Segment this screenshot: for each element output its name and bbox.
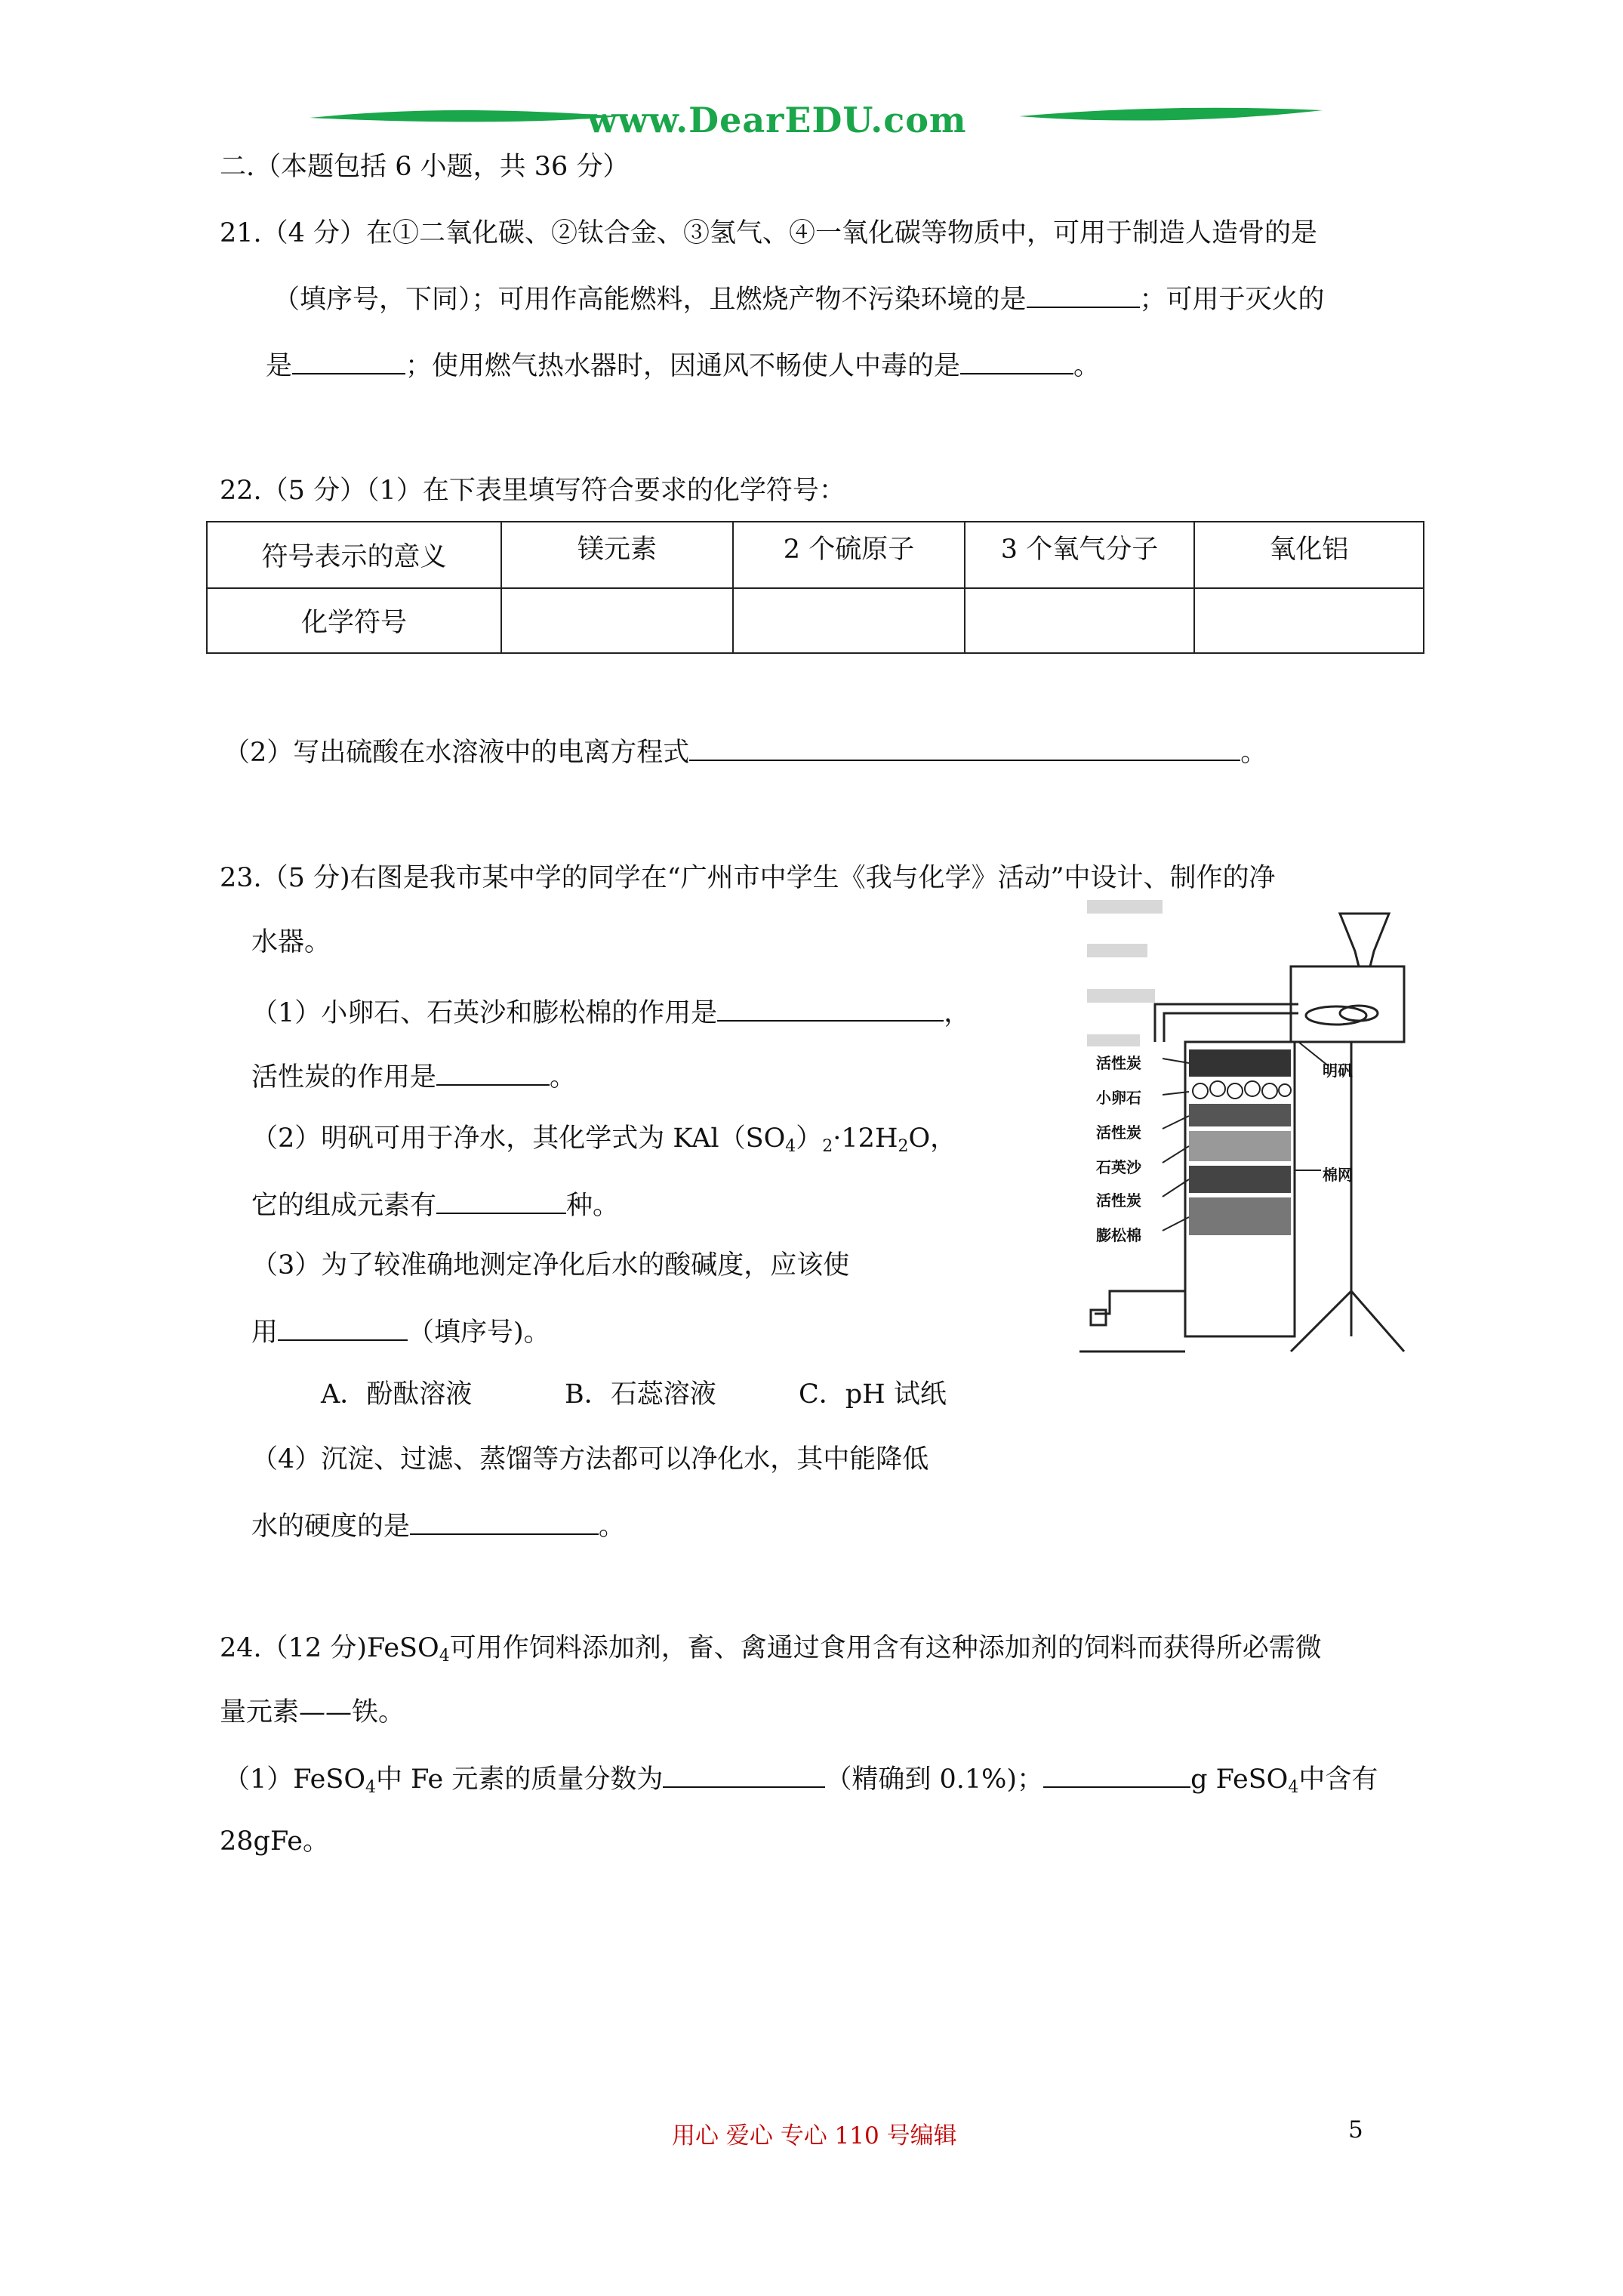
q23-text: 它的组成元素有 — [251, 1191, 437, 1221]
q21-text: （填序号，下同）；可用作高能燃料，且燃烧产物不污染环境的是 — [273, 285, 1027, 315]
q22-text: 。 — [1240, 738, 1267, 768]
subscript: 2 — [898, 1137, 909, 1156]
q21-line1: 21.（4 分）在①二氧化碳、②钛合金、③氢气、④一氧化碳等物质中，可用于制造人造骨的是 — [220, 218, 1318, 248]
subscript: 4 — [365, 1778, 377, 1797]
q24-p1 — [223, 1759, 1378, 1797]
footer-text: 用心 爱心 专心 110 号编辑 — [672, 2122, 957, 2150]
subscript: 4 — [1288, 1778, 1299, 1797]
answer-blank[interactable] — [717, 993, 944, 1022]
subscript: 2 — [822, 1137, 833, 1156]
q23-text: O， — [908, 1123, 957, 1154]
water-purifier-figure — [1079, 891, 1412, 1374]
q23-p3-cont — [251, 1312, 550, 1350]
q23-p3: （3）为了较准确地测定净化后水的酸碱度，应该使 — [251, 1250, 850, 1281]
figure-label-cotton: 膨松棉 — [1096, 1226, 1141, 1244]
q23-text: （2）明矾可用于净水，其化学式为 KAl（SO — [251, 1123, 786, 1154]
q24-text: 可用作饲料添加剂，畜、禽通过食用含有这种添加剂的饲料而获得所必需微 — [449, 1633, 1322, 1663]
q23-line1: 23.（5 分)右图是我市某中学的同学在“广州市中学生《我与化学》活动”中设计、制作的净 — [220, 863, 1276, 893]
q21-text: 是 — [266, 351, 293, 381]
answer-cell[interactable] — [501, 588, 733, 653]
q21-text: ；使用燃气热水器时，因通风不畅使人中毒的是 — [405, 351, 961, 381]
answer-blank[interactable] — [410, 1506, 599, 1535]
answer-cell[interactable] — [733, 588, 965, 653]
q21-line3 — [266, 346, 1100, 384]
q23-text: 活性炭的作用是 — [251, 1062, 437, 1093]
answer-blank[interactable] — [960, 346, 1073, 374]
answer-blank[interactable] — [1043, 1759, 1190, 1788]
q22-intro: 22.（5 分）（1）在下表里填写符合要求的化学符号： — [220, 476, 845, 506]
table-header-cell: 符号表示的意义 — [207, 522, 501, 588]
section-title: 二.（本题包括 6 小题，共 36 分） — [220, 152, 630, 182]
q23-p1 — [251, 993, 970, 1031]
q21-text: ；可用于灭火的 — [1139, 285, 1325, 315]
answer-blank[interactable] — [278, 1312, 408, 1341]
q23-text: 种。 — [566, 1191, 620, 1221]
table-row — [207, 522, 1424, 588]
answer-cell[interactable] — [1194, 588, 1424, 653]
q23-text: 。 — [550, 1062, 577, 1093]
table-header-cell: 2 个硫原子 — [733, 522, 965, 588]
subscript: 4 — [785, 1137, 796, 1156]
figure-label-activated-carbon: 活性炭 — [1096, 1123, 1141, 1142]
q23-p1-cont — [251, 1057, 576, 1095]
figure-label-pebbles: 小卵石 — [1096, 1089, 1141, 1107]
table-header-cell: 镁元素 — [501, 522, 733, 588]
answer-blank[interactable] — [689, 732, 1240, 761]
answer-blank[interactable] — [436, 1057, 550, 1086]
q23-text: （填序号)。 — [408, 1318, 550, 1348]
subscript: 4 — [439, 1647, 450, 1666]
q23-text: ） — [796, 1123, 823, 1154]
q23-text: （1）小卵石、石英沙和膨松棉的作用是 — [251, 998, 718, 1028]
q23-line2: 水器。 — [251, 927, 331, 957]
q23-text: ·12H — [833, 1123, 898, 1154]
q24-p1-cont: 28gFe。 — [220, 1826, 330, 1857]
figure-label-cotton-mesh: 棉网 — [1323, 1166, 1353, 1184]
q23-text: 水的硬度的是 — [251, 1512, 411, 1542]
q23-p4: （4）沉淀、过滤、蒸馏等方法都可以净化水，其中能降低 — [251, 1444, 929, 1475]
table-row-label: 化学符号 — [207, 588, 501, 653]
table-header-cell: 3 个氧气分子 — [965, 522, 1194, 588]
q24-text: 中 Fe 元素的质量分数为 — [376, 1764, 664, 1795]
banner-swoosh-left — [310, 110, 619, 122]
answer-blank[interactable] — [292, 346, 405, 374]
option-c[interactable]: C．pH 试纸 — [799, 1379, 947, 1410]
q24-line2: 量元素——铁。 — [220, 1697, 405, 1727]
q23-p2-cont — [251, 1185, 619, 1223]
figure-label-alum: 明矾 — [1323, 1062, 1353, 1080]
q23-p4-cont — [251, 1506, 625, 1544]
answer-blank[interactable] — [1027, 279, 1140, 308]
answer-blank[interactable] — [663, 1759, 825, 1788]
figure-label-activated-carbon: 活性炭 — [1096, 1054, 1141, 1072]
q23-text: ， — [944, 998, 971, 1028]
page-number: 5 — [1348, 2116, 1363, 2143]
q24-text: 中含有 — [1298, 1764, 1378, 1795]
site-logo-text[interactable]: www.DearEDU.com — [587, 100, 967, 140]
q23-text: 用 — [251, 1318, 279, 1348]
q24-text: g FeSO — [1190, 1764, 1289, 1795]
q24-text: 24.（12 分)FeSO — [220, 1633, 439, 1663]
q23-p2 — [251, 1121, 956, 1156]
q24-line1 — [220, 1631, 1322, 1666]
figure-label-quartz-sand: 石英沙 — [1096, 1158, 1141, 1176]
answer-blank[interactable] — [436, 1185, 566, 1214]
q23-text: 。 — [599, 1512, 626, 1542]
figure-label-activated-carbon: 活性炭 — [1096, 1191, 1141, 1210]
banner-swoosh-right — [1019, 108, 1323, 121]
option-b[interactable]: B．石蕊溶液 — [565, 1379, 716, 1410]
q22-part2 — [223, 732, 1267, 770]
symbol-table — [206, 521, 1424, 654]
option-a[interactable]: A．酚酞溶液 — [321, 1379, 473, 1410]
q21-line2 — [273, 279, 1325, 317]
table-row — [207, 588, 1424, 653]
table-header-cell: 氧化铝 — [1194, 522, 1424, 588]
q21-text: 。 — [1073, 351, 1101, 381]
q24-text: （1）FeSO — [223, 1764, 366, 1795]
q24-text: （精确到 0.1%)； — [825, 1764, 1044, 1795]
q22-text: （2）写出硫酸在水溶液中的电离方程式 — [223, 738, 690, 768]
answer-cell[interactable] — [965, 588, 1194, 653]
